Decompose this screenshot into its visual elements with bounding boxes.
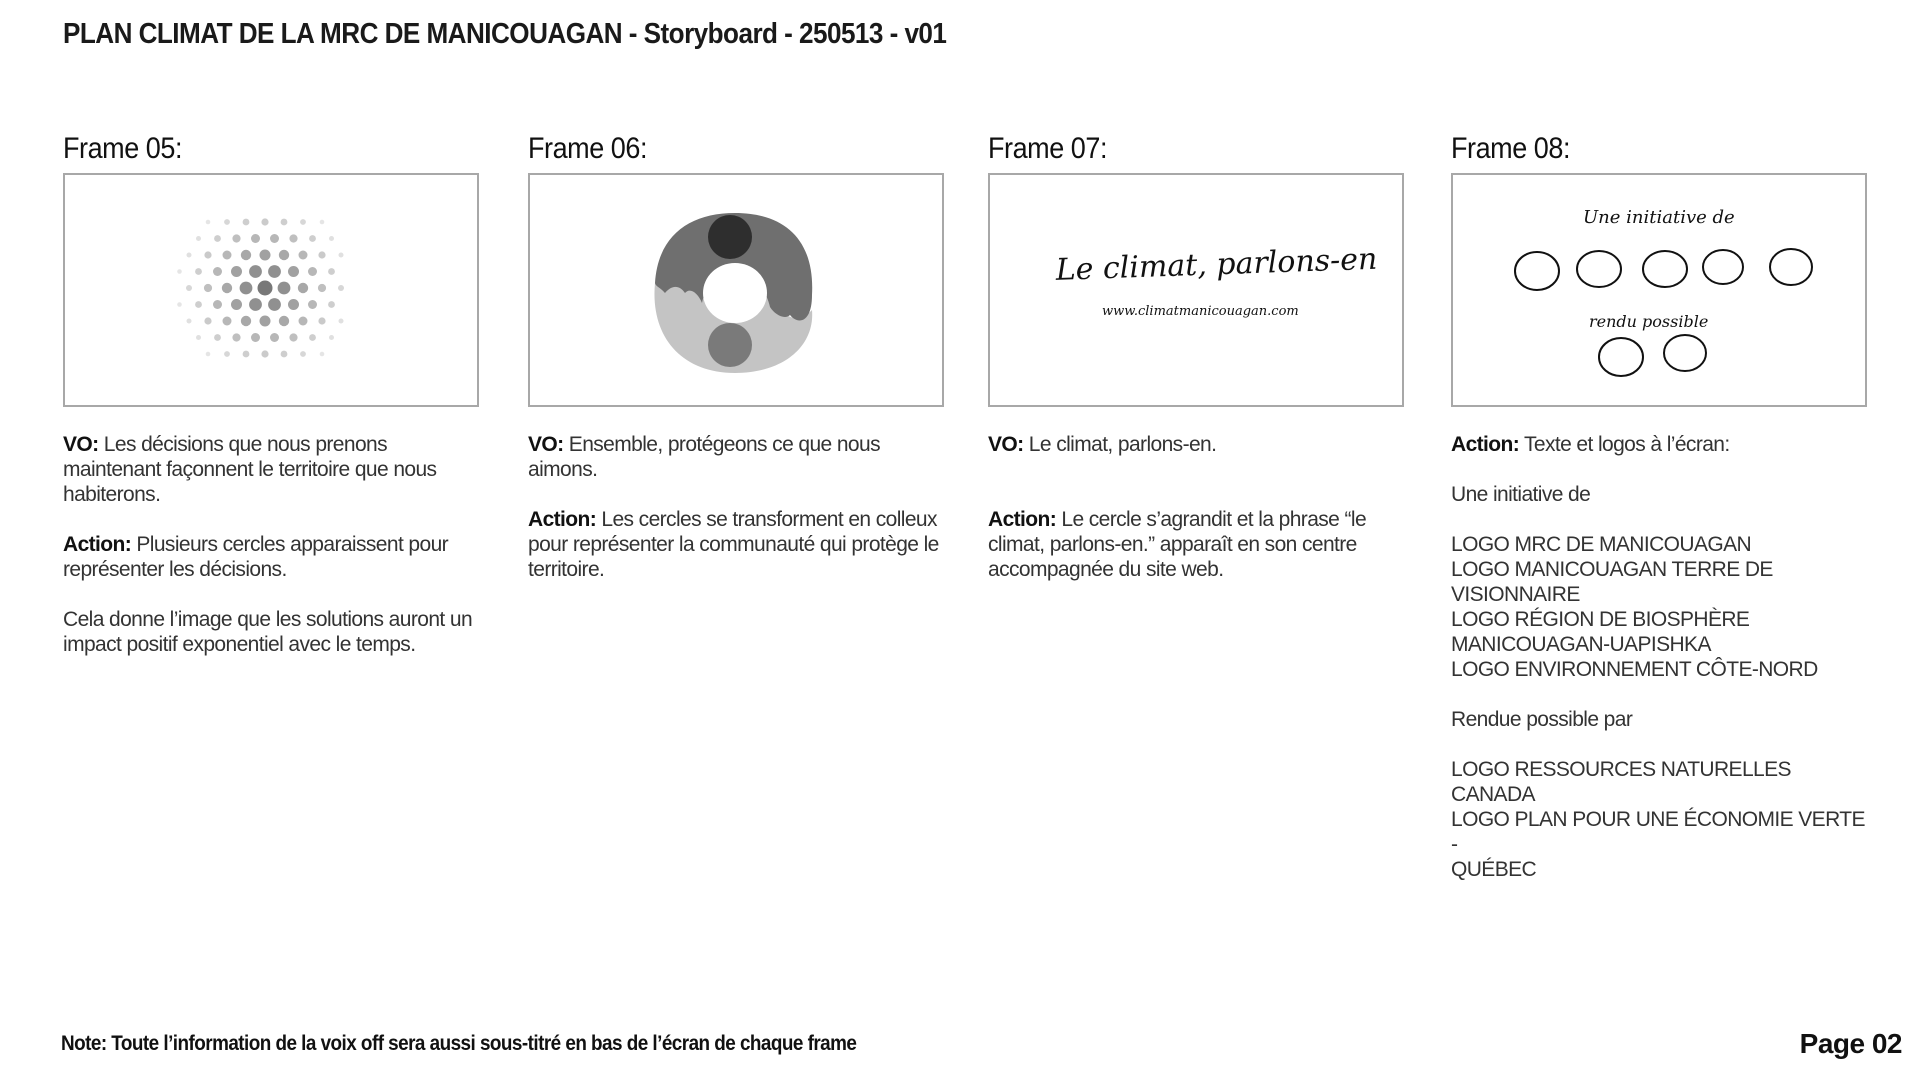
sketch-tagline: Le climat, parlons-en — [1055, 241, 1378, 288]
sketch-possible: rendu possible — [1589, 312, 1709, 331]
decision-dot — [309, 334, 316, 341]
logo-placeholder-circle — [1515, 252, 1559, 290]
decision-dot — [329, 236, 334, 241]
frame-08 — [1451, 132, 1867, 881]
decision-dot — [223, 317, 232, 326]
decision-dot — [204, 317, 211, 324]
decision-dot — [318, 284, 326, 292]
frame-05 — [63, 132, 479, 656]
action-text: Les cercles se transforment en colleux pour représenter la communauté qui protège le territoire. — [528, 508, 939, 581]
vo-text: Le climat, parlons-en. — [1028, 433, 1217, 456]
decision-dot — [206, 220, 211, 225]
vo-label: VO: — [988, 433, 1024, 456]
decision-dot — [232, 234, 240, 242]
decision-dot — [288, 299, 299, 310]
decision-dot — [241, 316, 251, 326]
logo-item: MANICOUAGAN-UAPISHKA — [1451, 633, 1711, 656]
action-label: Action: — [63, 533, 132, 556]
action-text: Le cercle s’agrandit et la phrase “le climat, parlons-en.” apparaît en son centre accompagnée du site web. — [988, 508, 1367, 581]
decision-dot — [261, 218, 268, 225]
sketch-url: www.climatmanicouagan.com — [1102, 304, 1299, 319]
action-label: Action: — [528, 508, 597, 531]
dots-radial-sketch — [65, 175, 477, 405]
decision-dot — [328, 301, 335, 308]
logos-sketch — [1453, 175, 1865, 405]
frame-07-sketch — [988, 173, 1404, 407]
decision-dot — [196, 236, 201, 241]
decision-dot — [320, 352, 325, 357]
decision-dot — [177, 269, 182, 274]
decision-dot — [299, 251, 308, 260]
decision-dot — [251, 333, 260, 342]
possible-label: Rendue possible par — [1451, 708, 1633, 731]
logo-item: LOGO PLAN POUR UNE ÉCONOMIE VERTE - — [1451, 808, 1865, 856]
decision-dot — [329, 335, 334, 340]
frame-05-description — [63, 432, 479, 682]
logos-possible-list — [1451, 757, 1867, 882]
document-title: PLAN CLIMAT DE LA MRC DE MANICOUAGAN - Storyboard - 250513 - v01 — [63, 18, 947, 50]
decision-dot — [231, 299, 242, 310]
vo-text: Ensemble, protégeons ce que nous aimons. — [528, 433, 880, 481]
frame-07 — [988, 132, 1404, 581]
decision-dot — [213, 300, 222, 309]
frame-07-description — [988, 432, 1404, 607]
decision-dot — [187, 253, 192, 258]
action-text: Texte et logos à l’écran: — [1523, 433, 1730, 456]
head-top — [708, 215, 752, 259]
decision-dot — [224, 351, 230, 357]
logo-item: LOGO MANICOUAGAN TERRE DE VISIONNAIRE — [1451, 558, 1773, 606]
decision-dot — [204, 251, 211, 258]
decision-dot — [298, 283, 308, 293]
action-label: Action: — [1451, 433, 1520, 456]
logo-placeholder-circle — [1703, 250, 1743, 284]
decision-dot — [270, 333, 279, 342]
decision-dot — [231, 266, 242, 277]
tagline-sketch — [990, 175, 1402, 405]
decision-dot — [232, 333, 240, 341]
logo-placeholder-circle — [1599, 338, 1643, 376]
decision-dot — [195, 301, 202, 308]
decision-dot — [300, 351, 306, 357]
vo-label: VO: — [528, 433, 564, 456]
decision-dot — [243, 219, 250, 226]
logos-initiative-list — [1451, 532, 1867, 682]
decision-dot — [339, 253, 344, 258]
decision-dot — [223, 251, 232, 260]
frame-05-sketch — [63, 173, 479, 407]
extra-text: Cela donne l’image que les solutions auront un impact positif exponentiel avec le temps. — [63, 608, 473, 656]
decision-dot — [338, 285, 344, 291]
decision-dot — [222, 283, 232, 293]
logo-placeholder-circle — [1577, 251, 1621, 287]
frame-06-sketch — [528, 173, 944, 407]
decision-dot — [260, 250, 271, 261]
frame-label: Frame 05: — [63, 132, 182, 165]
decision-dot — [243, 351, 250, 358]
decision-dot — [260, 316, 271, 327]
frame-06-description — [528, 432, 944, 607]
decision-dot — [251, 234, 260, 243]
frame-06 — [528, 132, 944, 581]
ring-community-sketch — [530, 175, 942, 405]
decision-dot — [240, 282, 253, 295]
decision-dot — [278, 282, 291, 295]
sketch-initiative: Une initiative de — [1583, 207, 1735, 228]
decision-dot — [196, 335, 201, 340]
decision-dot — [339, 319, 344, 324]
logo-item: LOGO RÉGION DE BIOSPHÈRE — [1451, 608, 1750, 631]
decision-dot — [270, 234, 279, 243]
vo-text: Les décisions que nous prenons maintenant façonnent le territoire que nous habiterons. — [63, 433, 437, 506]
decision-dot — [308, 267, 317, 276]
ring-hole — [703, 263, 767, 323]
logo-placeholder-circle — [1643, 251, 1687, 287]
decision-dot — [249, 265, 262, 278]
page-number: Page 02 — [1799, 1028, 1902, 1059]
decision-dot — [268, 265, 281, 278]
decision-dot — [288, 266, 299, 277]
decision-dot — [268, 298, 281, 311]
intro-text: Une initiative de — [1451, 483, 1591, 506]
decision-dot — [206, 352, 211, 357]
logo-item: LOGO MRC DE MANICOUAGAN — [1451, 533, 1752, 556]
logo-item: QUÉBEC — [1451, 858, 1537, 881]
decision-dot — [328, 268, 335, 275]
decision-dot — [177, 302, 182, 307]
decision-dot — [308, 300, 317, 309]
logo-placeholder-circle — [1770, 249, 1812, 285]
decision-dot — [318, 317, 325, 324]
decision-dot — [281, 351, 288, 358]
decision-dot — [214, 334, 221, 341]
frame-label: Frame 07: — [988, 132, 1107, 165]
action-text: Plusieurs cercles apparaissent pour représenter les décisions. — [63, 533, 449, 581]
frame-08-sketch — [1451, 173, 1867, 407]
decision-dot — [241, 250, 251, 260]
decision-dot — [186, 285, 192, 291]
frame-08-description — [1451, 432, 1867, 907]
decision-dot — [213, 267, 222, 276]
decision-dot — [299, 317, 308, 326]
decision-dot — [195, 268, 202, 275]
decision-dot — [187, 319, 192, 324]
decision-dot — [279, 250, 289, 260]
decision-dot — [281, 219, 288, 226]
decision-dot — [289, 333, 297, 341]
decision-dot — [204, 284, 212, 292]
decision-dot — [309, 235, 316, 242]
decision-dot — [289, 234, 297, 242]
decision-dot — [214, 235, 221, 242]
decision-dot — [261, 350, 268, 357]
decision-dot — [279, 316, 289, 326]
decision-dot — [224, 219, 230, 225]
footer-note: Note: Toute l’information de la voix off sera aussi sous-titré en bas de l’écran de chaque frame — [61, 1032, 857, 1055]
logo-item: LOGO ENVIRONNEMENT CÔTE-NORD — [1451, 658, 1818, 681]
vo-label: VO: — [63, 433, 99, 456]
logo-placeholder-circle — [1664, 335, 1706, 371]
frame-label: Frame 06: — [528, 132, 647, 165]
decision-dot — [258, 281, 273, 296]
action-label: Action: — [988, 508, 1057, 531]
logo-item: LOGO RESSOURCES NATURELLES CANADA — [1451, 758, 1791, 806]
decision-dot — [300, 219, 306, 225]
decision-dot — [249, 298, 262, 311]
decision-dot — [318, 251, 325, 258]
frame-label: Frame 08: — [1451, 132, 1570, 165]
decision-dot — [320, 220, 325, 225]
head-bottom — [708, 323, 752, 367]
